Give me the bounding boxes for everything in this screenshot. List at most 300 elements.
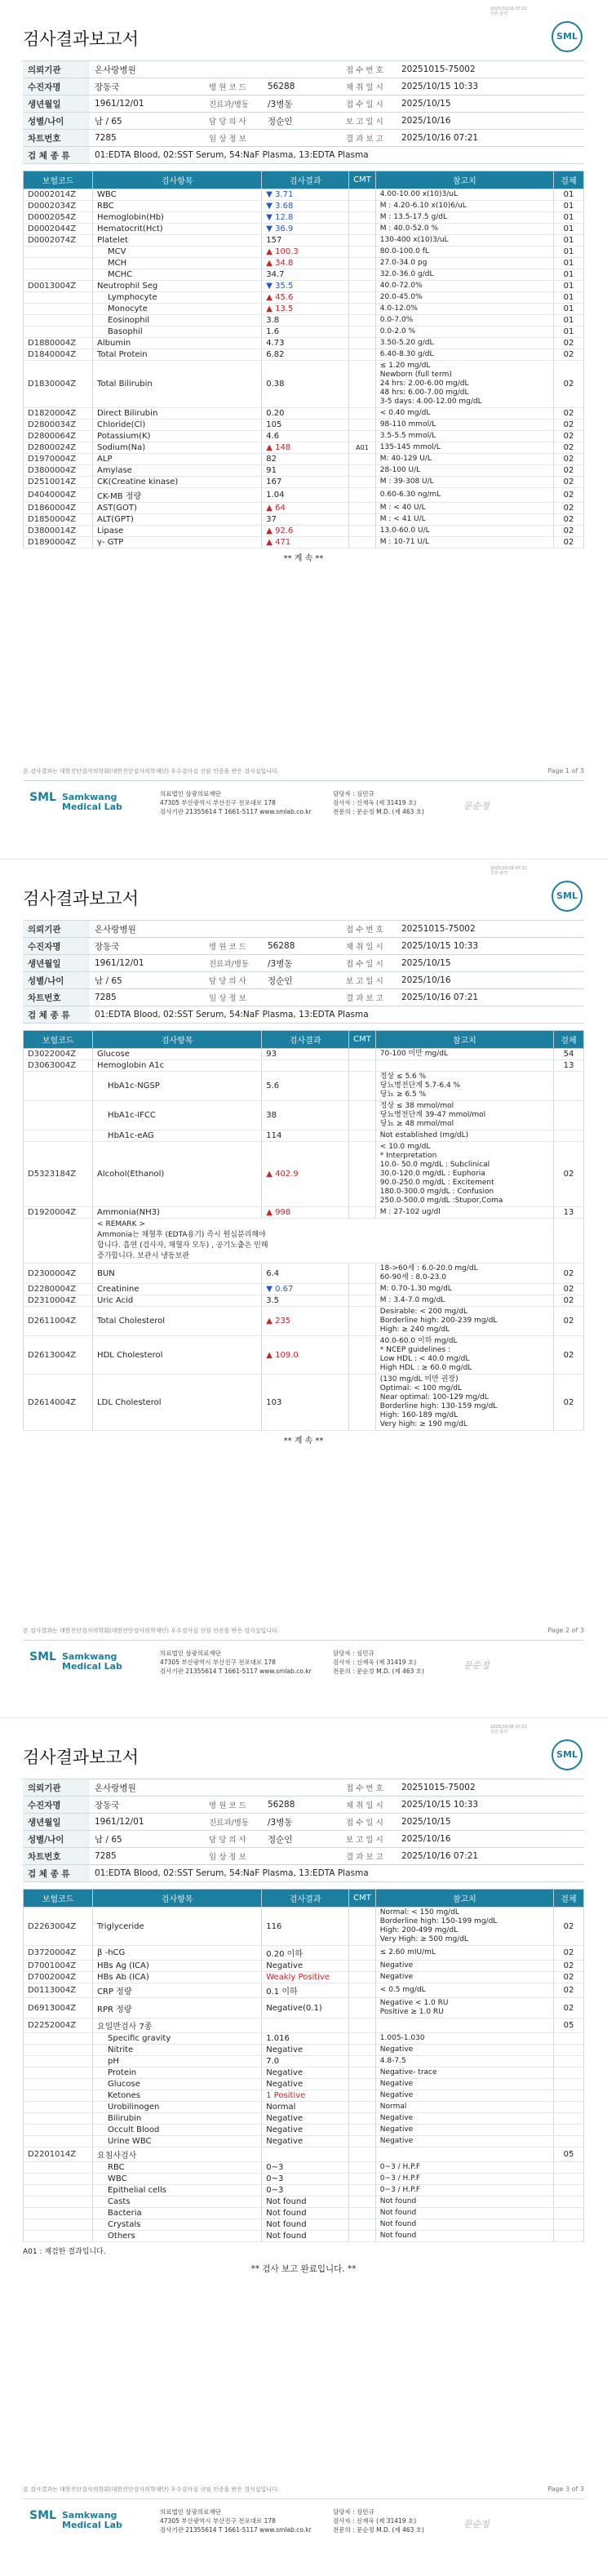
cell-specimen: 02 bbox=[553, 420, 583, 431]
cell-specimen: 02 bbox=[553, 408, 583, 420]
cell-comment bbox=[349, 2102, 376, 2113]
cell-code bbox=[24, 2196, 93, 2208]
cell-code bbox=[24, 2162, 93, 2174]
signatories bbox=[333, 1649, 424, 1676]
high-flag-icon: ▲ bbox=[266, 1317, 276, 1326]
print-stamp bbox=[490, 7, 527, 16]
report-page-1 bbox=[0, 0, 607, 859]
value-name: 장동국 bbox=[90, 1797, 204, 1814]
cell-reference: 20.0-45.0% bbox=[375, 292, 553, 304]
cell-result bbox=[262, 477, 349, 488]
label-accession: 접 수 번 호 bbox=[341, 61, 397, 78]
cell-code bbox=[24, 2219, 93, 2231]
label-received: 접 수 일 시 bbox=[341, 95, 397, 113]
result-value: 1.016 bbox=[266, 2034, 290, 2043]
result-value: 167 bbox=[266, 477, 282, 486]
table-row bbox=[24, 201, 584, 212]
cell-test-name: CK-MB 정량 bbox=[93, 488, 262, 503]
cell-reference: Negative bbox=[375, 1972, 553, 1983]
cell-test-name: Uric Acid bbox=[93, 1295, 262, 1307]
table-row bbox=[24, 281, 584, 292]
cell-specimen: 02 bbox=[553, 1961, 583, 1972]
cell-specimen bbox=[553, 2045, 583, 2056]
header-name: 검사항목 bbox=[93, 1031, 262, 1049]
continue-marker: ** 계 속 ** bbox=[283, 1437, 324, 1446]
cell-comment bbox=[349, 1142, 376, 1207]
cell-code: D1850004Z bbox=[24, 514, 93, 526]
cell-result bbox=[262, 2185, 349, 2196]
cell-specimen bbox=[553, 2231, 583, 2242]
sml-logo-icon: SML bbox=[552, 21, 583, 52]
page-number: Page 1 of 3 bbox=[547, 767, 584, 775]
cell-comment bbox=[349, 1946, 376, 1961]
header-ref: 참고치 bbox=[375, 1890, 553, 1908]
cell-code: D1890004Z bbox=[24, 537, 93, 549]
result-value: 7.0 bbox=[266, 2057, 280, 2066]
cell-comment bbox=[349, 246, 376, 258]
table-row bbox=[24, 1375, 584, 1431]
label-collected: 채 취 일 시 bbox=[341, 938, 397, 955]
label-sex-age: 성별/나이 bbox=[23, 113, 90, 130]
cell-reference: M : 27-102 ug/dl bbox=[375, 1207, 553, 1219]
value-hcode: 56288 bbox=[263, 78, 341, 95]
cell-specimen bbox=[553, 2102, 583, 2113]
cell-comment bbox=[349, 361, 376, 408]
table-row bbox=[24, 514, 584, 526]
result-value: 92.6 bbox=[275, 526, 294, 535]
cell-test-name: γ- GTP bbox=[93, 537, 262, 549]
lab-name-line1: Samkwang bbox=[62, 1651, 117, 1662]
label-accession: 접 수 번 호 bbox=[341, 921, 397, 938]
lab-org: 의료법인 삼광의료재단 bbox=[160, 790, 221, 797]
lab-name bbox=[62, 1652, 122, 1672]
cell-comment bbox=[349, 1375, 376, 1431]
cell-specimen bbox=[553, 1072, 583, 1101]
result-value: 148 bbox=[275, 443, 291, 452]
cell-comment bbox=[349, 1983, 376, 1998]
table-row bbox=[24, 488, 584, 503]
result-value: 93 bbox=[266, 1050, 277, 1059]
result-value: 471 bbox=[275, 538, 291, 547]
cell-reference: Negative- trace bbox=[375, 2067, 553, 2079]
accreditation-footnote: 본 검사결과는 대한진단검사의학회(대한진단검사의학재단) 우수검사실 신임 인증을 받은 검사실입니다. bbox=[23, 768, 280, 775]
cell-code bbox=[24, 2033, 93, 2045]
result-value: 3.5 bbox=[266, 1296, 280, 1305]
cell-result bbox=[262, 2174, 349, 2185]
header-code: 보험코드 bbox=[24, 1031, 93, 1049]
cell-test-name: Amylase bbox=[93, 465, 262, 477]
result-value: 0.1 이하 bbox=[266, 1988, 298, 1996]
cell-result bbox=[262, 304, 349, 315]
cell-specimen: 01 bbox=[553, 281, 583, 292]
result-value: 6.82 bbox=[266, 350, 285, 359]
cell-code: D1970004Z bbox=[24, 454, 93, 465]
high-flag-icon: ▲ bbox=[266, 1170, 276, 1179]
cell-reference: 18->60세 : 6.0-20.0 mg/dL 60-90세 : 8.0-23.0 bbox=[375, 1264, 553, 1284]
result-value: Negative bbox=[266, 2114, 304, 2123]
lab-address bbox=[160, 2507, 312, 2534]
cell-comment bbox=[349, 1101, 376, 1130]
cell-test-name: Occult Blood bbox=[93, 2125, 262, 2136]
cell-specimen bbox=[553, 2174, 583, 2185]
cell-specimen: 02 bbox=[553, 1336, 583, 1375]
cell-test-name: Hemoglobin(Hb) bbox=[93, 212, 262, 224]
result-value: 82 bbox=[266, 455, 277, 464]
cell-result bbox=[262, 1375, 349, 1431]
result-value: 6.4 bbox=[266, 1268, 280, 1278]
cell-test-name: MCV bbox=[93, 246, 262, 258]
label-dob: 생년월일 bbox=[23, 1814, 90, 1831]
result-value: 0.67 bbox=[275, 1285, 294, 1294]
accreditation-footnote: 본 검사결과는 대한진단검사의학회(대한진단검사의학재단) 우수검사실 신임 인증을 받은 검사실입니다. bbox=[23, 1628, 280, 1634]
cell-specimen: 05 bbox=[553, 2147, 583, 2162]
table-row bbox=[24, 1946, 584, 1961]
cell-code: D3720004Z bbox=[24, 1946, 93, 1961]
cell-test-name: Epithelial cells bbox=[93, 2185, 262, 2196]
cell-reference: < 0.40 mg/dL bbox=[375, 408, 553, 420]
cell-result bbox=[262, 2208, 349, 2219]
signatories bbox=[333, 789, 424, 816]
result-value: 5.6 bbox=[266, 1081, 280, 1090]
table-row bbox=[24, 269, 584, 281]
cell-reference: 6.40-8.30 g/dL bbox=[375, 349, 553, 361]
table-row bbox=[24, 292, 584, 304]
cell-specimen: 02 bbox=[553, 1295, 583, 1307]
value-clinical bbox=[263, 1848, 341, 1865]
cell-comment bbox=[349, 1908, 376, 1946]
cell-result bbox=[262, 201, 349, 212]
cell-comment bbox=[349, 1295, 376, 1307]
result-value: 0.20 bbox=[266, 409, 285, 418]
cell-result bbox=[262, 1961, 349, 1972]
high-flag-icon: ▲ bbox=[266, 293, 276, 302]
label-reported: 보 고 일 시 bbox=[341, 972, 397, 989]
cell-reference: Negative < 1.0 RU Positive ≥ 1.0 RU bbox=[375, 1998, 553, 2019]
cell-result bbox=[262, 361, 349, 408]
cell-comment bbox=[349, 2231, 376, 2242]
table-row bbox=[24, 2208, 584, 2219]
cell-result bbox=[262, 1983, 349, 1998]
cell-specimen: 01 bbox=[553, 292, 583, 304]
high-flag-icon: ▲ bbox=[266, 1350, 276, 1360]
cell-specimen: 01 bbox=[553, 315, 583, 326]
value-received: 2025/10/15 bbox=[397, 95, 584, 113]
cell-comment bbox=[349, 2090, 376, 2102]
cell-reference: 32.0-36.0 g/dL bbox=[375, 269, 553, 281]
value-accession: 20251015-75002 bbox=[397, 921, 584, 938]
header-value: 검사결과 bbox=[262, 171, 349, 189]
cell-result bbox=[262, 2056, 349, 2067]
cell-specimen: 02 bbox=[553, 1375, 583, 1431]
lab-contact: 검사기관 21355614 T 1661-5117 www.smlab.co.kr bbox=[160, 1668, 312, 1675]
lab-name bbox=[62, 793, 122, 812]
cell-specimen bbox=[553, 2033, 583, 2045]
cell-specimen bbox=[553, 2056, 583, 2067]
cell-test-name: Albumin bbox=[93, 338, 262, 349]
result-value: 1.6 bbox=[266, 327, 280, 336]
cell-specimen: 01 bbox=[553, 235, 583, 246]
cell-comment bbox=[349, 1130, 376, 1142]
cell-result bbox=[262, 2147, 349, 2162]
cell-test-name: Sodium(Na) bbox=[93, 442, 262, 454]
cell-test-name: Alcohol(Ethanol) bbox=[93, 1142, 262, 1207]
table-row bbox=[24, 304, 584, 315]
table-row bbox=[24, 2113, 584, 2125]
low-flag-icon: ▼ bbox=[266, 202, 276, 211]
table-row bbox=[24, 2219, 584, 2231]
print-label: 원본 출력 bbox=[490, 11, 508, 16]
cell-comment bbox=[349, 269, 376, 281]
value-dob: 1961/12/01 bbox=[90, 1814, 204, 1831]
cell-specimen: 02 bbox=[553, 1946, 583, 1961]
table-row bbox=[24, 2045, 584, 2056]
value-specimen: 01:EDTA Blood, 02:SST Serum, 54:NaF Plasma, 13:EDTA Plasma bbox=[90, 1865, 584, 1882]
cell-comment bbox=[349, 338, 376, 349]
header-code: 보험코드 bbox=[24, 171, 93, 189]
cell-test-name: 요침사검사 bbox=[93, 2147, 262, 2162]
cell-result bbox=[262, 1072, 349, 1101]
result-value: Negative bbox=[266, 2080, 304, 2089]
cell-result bbox=[262, 1284, 349, 1295]
cell-test-name: HDL Cholesterol bbox=[93, 1336, 262, 1375]
after-table bbox=[23, 551, 584, 563]
cell-code: D2614004Z bbox=[24, 1375, 93, 1431]
print-date: 2025/10/16 07:21 bbox=[490, 866, 527, 871]
label-specimen: 검 체 종 류 bbox=[23, 1865, 90, 1882]
low-flag-icon: ▼ bbox=[266, 190, 276, 199]
label-clinical: 임 상 정 보 bbox=[204, 989, 263, 1006]
cell-reference: Negative bbox=[375, 2090, 553, 2102]
table-row bbox=[24, 338, 584, 349]
label-collected: 채 취 일 시 bbox=[341, 1797, 397, 1814]
value-name: 장동국 bbox=[90, 938, 204, 955]
result-value: 64 bbox=[275, 504, 286, 513]
table-row bbox=[24, 315, 584, 326]
cell-specimen bbox=[553, 2090, 583, 2102]
cell-code: D2613004Z bbox=[24, 1336, 93, 1375]
result-value: 4.73 bbox=[266, 339, 285, 348]
result-value: 3.68 bbox=[275, 202, 294, 211]
table-row bbox=[24, 2102, 584, 2113]
table-row bbox=[24, 246, 584, 258]
cell-specimen: 02 bbox=[553, 526, 583, 537]
cell-test-name: 요일반검사 7종 bbox=[93, 2019, 262, 2033]
label-dept: 진료과/병동 bbox=[204, 955, 263, 972]
table-row bbox=[24, 2056, 584, 2067]
cell-reference: < 0.5 mg/dL bbox=[375, 1983, 553, 1998]
label-name: 수진자명 bbox=[23, 78, 90, 95]
cell-comment bbox=[349, 1049, 376, 1060]
table-row bbox=[24, 2147, 584, 2162]
examiner: 검사자 : 신재욱 (제 31419 호) bbox=[333, 1659, 417, 1666]
print-label: 원본 출력 bbox=[490, 1730, 508, 1734]
cell-reference: M : 10-71 U/L bbox=[375, 537, 553, 549]
cell-code: D2611004Z bbox=[24, 1307, 93, 1336]
value-hospital: 온사랑병원 bbox=[90, 1779, 341, 1797]
result-value: 0.20 이하 bbox=[266, 1950, 303, 1959]
result-value: 3.71 bbox=[275, 190, 294, 199]
cell-reference: 80.0-100.0 fL bbox=[375, 246, 553, 258]
cell-specimen: 02 bbox=[553, 1142, 583, 1207]
label-hospital: 의뢰기관 bbox=[23, 61, 90, 78]
cell-specimen bbox=[553, 2067, 583, 2079]
value-accession: 20251015-75002 bbox=[397, 1779, 584, 1797]
signatories bbox=[333, 2507, 424, 2534]
cell-code bbox=[24, 2185, 93, 2196]
cell-code bbox=[24, 315, 93, 326]
cell-test-name: Urine WBC bbox=[93, 2136, 262, 2147]
results-table bbox=[23, 1889, 584, 2242]
cell-code: D7001004Z bbox=[24, 1961, 93, 1972]
cell-reference: Not found bbox=[375, 2196, 553, 2208]
cell-specimen: 01 bbox=[553, 246, 583, 258]
table-row bbox=[24, 420, 584, 431]
cell-reference: Normal bbox=[375, 2102, 553, 2113]
label-final: 결 과 보 고 bbox=[341, 989, 397, 1006]
table-row bbox=[24, 2185, 584, 2196]
table-row bbox=[24, 1961, 584, 1972]
cell-result bbox=[262, 2125, 349, 2136]
lab-contact: 검사기관 21355614 T 1661-5117 www.smlab.co.kr bbox=[160, 2526, 312, 2534]
patient-info-table bbox=[23, 920, 584, 1024]
cell-comment bbox=[349, 503, 376, 514]
cell-test-name: Hematocrit(Hct) bbox=[93, 224, 262, 235]
lab-name-line2: Medical Lab bbox=[62, 1661, 122, 1672]
cell-specimen: 01 bbox=[553, 189, 583, 201]
cell-result bbox=[262, 454, 349, 465]
cell-comment bbox=[349, 2162, 376, 2174]
label-chart: 차트번호 bbox=[23, 1848, 90, 1865]
result-value: 100.3 bbox=[275, 247, 299, 256]
cell-code: D3800014Z bbox=[24, 526, 93, 537]
cell-code bbox=[24, 269, 93, 281]
result-value: 114 bbox=[266, 1131, 282, 1140]
cell-specimen: 02 bbox=[553, 1998, 583, 2019]
cell-reference: Normal: < 150 mg/dL Borderline high: 150-199 mg/dL High: 200-499 mg/dL Very High: ≥ 500 mg/dL bbox=[375, 1908, 553, 1946]
cell-code: D3063004Z bbox=[24, 1060, 93, 1072]
value-dept: /3병동 bbox=[263, 1814, 341, 1831]
cell-reference: 0.0-7.0% bbox=[375, 315, 553, 326]
cell-test-name: Eosinophil bbox=[93, 315, 262, 326]
result-value: Negative bbox=[266, 2137, 304, 2146]
cell-reference: M : 40.0-52.0 % bbox=[375, 224, 553, 235]
cell-test-name: Lymphocyte bbox=[93, 292, 262, 304]
cell-comment bbox=[349, 2185, 376, 2196]
cell-result bbox=[262, 281, 349, 292]
cell-reference: 40.0-60.0 이하 mg/dL * NCEP guidelines : Low HDL : < 40.0 mg/dL High HDL : ≥ 60.0 mg/dL bbox=[375, 1336, 553, 1375]
cell-code bbox=[24, 1130, 93, 1142]
result-value: 998 bbox=[275, 1208, 291, 1217]
value-hcode: 56288 bbox=[263, 938, 341, 955]
cell-code bbox=[24, 304, 93, 315]
accreditation-footnote: 본 검사결과는 대한진단검사의학회(대한진단검사의학재단) 우수검사실 신임 인증을 받은 검사실입니다. bbox=[23, 2486, 280, 2493]
table-row bbox=[24, 1072, 584, 1101]
table-row bbox=[24, 2067, 584, 2079]
cell-code bbox=[24, 1101, 93, 1130]
cell-specimen: 02 bbox=[553, 1983, 583, 1998]
result-value: Negative bbox=[266, 1961, 304, 1970]
cell-result bbox=[262, 189, 349, 201]
label-final: 결 과 보 고 bbox=[341, 130, 397, 147]
cell-comment bbox=[349, 2079, 376, 2090]
table-row bbox=[24, 477, 584, 488]
value-name: 장동국 bbox=[90, 78, 204, 95]
result-value: 91 bbox=[266, 466, 277, 475]
cell-comment bbox=[349, 1998, 376, 2019]
cell-result bbox=[262, 2067, 349, 2079]
label-accession: 접 수 번 호 bbox=[341, 1779, 397, 1797]
cell-code: D2263004Z bbox=[24, 1908, 93, 1946]
cell-specimen: 02 bbox=[553, 431, 583, 442]
cell-specimen: 05 bbox=[553, 2019, 583, 2033]
cell-code bbox=[24, 2102, 93, 2113]
value-received: 2025/10/15 bbox=[397, 955, 584, 972]
result-value: 35.5 bbox=[275, 282, 294, 291]
cell-reference: (130 mg/dL 미만 권장) Optimal: < 100 mg/dL Near optimal: 100-129 mg/dL Borderline high: 130-159 mg/dL High: 160-189 mg/dL Very high: ≥ 190 mg/dL bbox=[375, 1375, 553, 1431]
header-specimen: 검체 bbox=[553, 1031, 583, 1049]
high-flag-icon: ▲ bbox=[266, 443, 276, 452]
value-hospital: 온사랑병원 bbox=[90, 61, 341, 78]
cell-code: D0013004Z bbox=[24, 281, 93, 292]
cell-test-name: AST(GOT) bbox=[93, 503, 262, 514]
cell-comment bbox=[349, 1072, 376, 1101]
cell-code: D2252004Z bbox=[24, 2019, 93, 2033]
top-bar bbox=[23, 1718, 584, 1736]
cell-reference: ≤ 1.20 mg/dL Newborn (full term) 24 hrs: 2.00-6.00 mg/dL 48 hrs: 6.00-7.00 mg/dL 3-5 days: 4.00-12.00 mg/dL bbox=[375, 361, 553, 408]
cell-test-name: Lipase bbox=[93, 526, 262, 537]
label-received: 접 수 일 시 bbox=[341, 1814, 397, 1831]
result-value: 0~3 bbox=[266, 2163, 284, 2172]
table-row bbox=[24, 1998, 584, 2019]
cell-comment bbox=[349, 1307, 376, 1336]
label-doctor: 담 당 의 사 bbox=[204, 113, 263, 130]
cell-specimen: 01 bbox=[553, 201, 583, 212]
label-specimen: 검 체 종 류 bbox=[23, 1006, 90, 1024]
high-flag-icon: ▲ bbox=[266, 1208, 276, 1217]
cell-test-name: Basophil bbox=[93, 326, 262, 338]
cell-specimen: 02 bbox=[553, 1908, 583, 1946]
cell-result bbox=[262, 1946, 349, 1961]
header-cmt: CMT bbox=[349, 1031, 376, 1049]
page-number: Page 3 of 3 bbox=[547, 2485, 584, 2493]
cell-reference: Not established (mg/dL) bbox=[375, 1130, 553, 1142]
cell-comment bbox=[349, 2147, 376, 2162]
lab-org: 의료법인 삼광의료재단 bbox=[160, 2508, 221, 2516]
results-table bbox=[23, 1030, 584, 1431]
cell-reference: 98-110 mmol/L bbox=[375, 420, 553, 431]
label-hospital: 의뢰기관 bbox=[23, 921, 90, 938]
cell-specimen: 01 bbox=[553, 258, 583, 269]
table-row bbox=[24, 2125, 584, 2136]
cell-comment bbox=[349, 304, 376, 315]
cell-reference: Negative bbox=[375, 2079, 553, 2090]
cell-specimen: 02 bbox=[553, 454, 583, 465]
table-row bbox=[24, 1307, 584, 1336]
cell-test-name: Total Protein bbox=[93, 349, 262, 361]
cell-specimen: 02 bbox=[553, 1264, 583, 1284]
cell-test-name: RBC bbox=[93, 201, 262, 212]
cell-code bbox=[24, 2125, 93, 2136]
cell-code: D2800034Z bbox=[24, 420, 93, 431]
cell-reference: < 10.0 mg/dL * Interpretation 10.0- 50.0 mg/dL : Subclinical 30.0-120.0 mg/dL : Euphoria 90.0-250.0 mg/dL : Excitement 180.0-300.0 mg/dL : Confusion 250.0-500.0 mg/dL :Stupor,Coma bbox=[375, 1142, 553, 1207]
low-flag-icon: ▼ bbox=[266, 224, 276, 233]
cell-result bbox=[262, 1142, 349, 1207]
cell-comment bbox=[349, 189, 376, 201]
label-name: 수진자명 bbox=[23, 1797, 90, 1814]
cell-code bbox=[24, 1219, 93, 1264]
table-row bbox=[24, 1101, 584, 1130]
cell-result bbox=[262, 246, 349, 258]
